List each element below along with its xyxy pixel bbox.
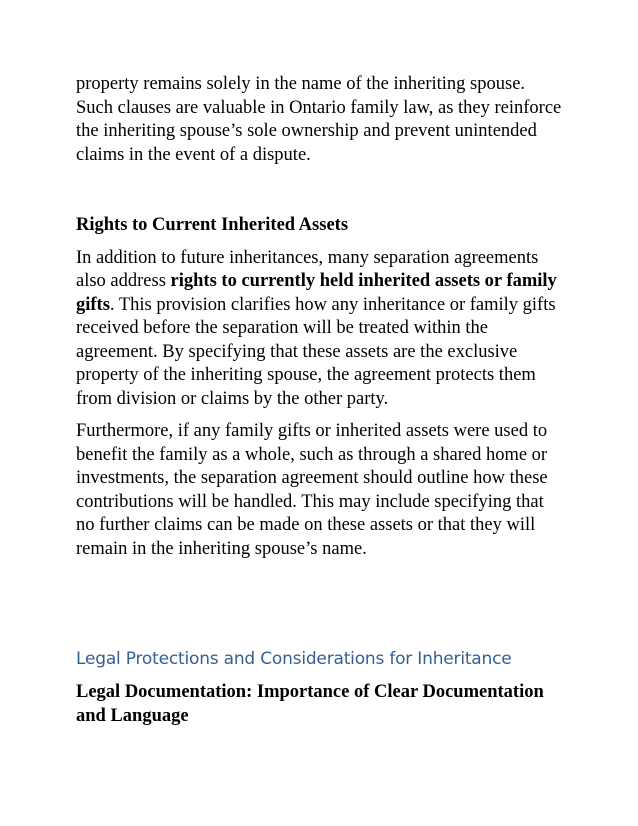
paragraph-rights (76, 247, 566, 412)
heading-legal-documentation: Legal Documentation: Importance of Clear Documentation and Language (76, 682, 544, 726)
paragraph-rights-bold: rights to currently held inherited assets or family gifts (76, 271, 557, 315)
paragraph-rights-intro: In addition to future inheritances, many separation agreements also address (76, 247, 539, 291)
paragraph-continuation: property remains solely in the name of the inheriting spouse. Such clauses are valuable in Ontario family law, as they reinforce the inheriting spouse’s sole ownership and prevent unintended claims in the event of a dispute. (76, 74, 562, 165)
paragraph-rights-rest: . This provision clarifies how any inheritance or family gifts received before the separation will be treated within the agreement. By specifying that these assets are the exclusive property of the inheriting spouse, the agreement protects them from division or claims by the other party. (76, 294, 556, 409)
paragraph-furthermore: Furthermore, if any family gifts or inherited assets were used to benefit the family as a whole, such as through a shared home or investments, the separation agreement should outline how these contributions will be handled. This may include specifying that no further claims can be made on these assets or that they will remain in the inheriting spouse’s name. (76, 421, 548, 559)
heading-rights-current-inherited-assets: Rights to Current Inherited Assets (76, 215, 349, 235)
document-page (76, 73, 566, 728)
heading-legal-protections: Legal Protections and Considerations for Inheritance (76, 649, 512, 669)
